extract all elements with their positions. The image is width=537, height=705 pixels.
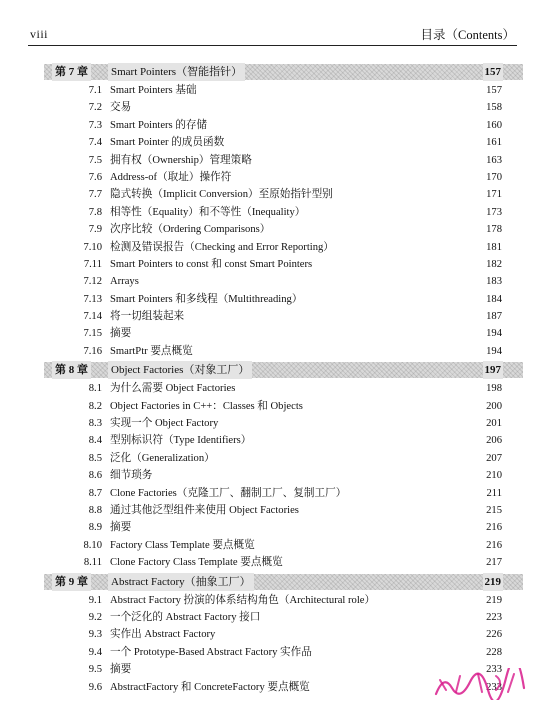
toc-section-row xyxy=(0,415,537,432)
watermark-icon xyxy=(430,668,530,700)
section-page-number: 184 xyxy=(486,293,502,305)
section-number: 9.1 xyxy=(88,594,102,606)
section-title: 实作出 Abstract Factory xyxy=(110,629,216,641)
section-page-number: 171 xyxy=(486,189,502,201)
section-number: 7.4 xyxy=(88,137,102,149)
chapter-title: Abstract Factory（抽象工厂） xyxy=(108,573,254,591)
section-number: 8.6 xyxy=(88,470,102,482)
section-title: Abstract Factory 扮演的体系结构角色（Architectural role） xyxy=(110,594,376,606)
section-page-number: 233 xyxy=(486,681,502,693)
running-title: 目录（Contents） xyxy=(420,28,515,42)
toc-section-row xyxy=(0,592,537,609)
section-title: Smart Pointers 基础 xyxy=(110,85,197,96)
section-title: 一个泛化的 Abstract Factory 接口 xyxy=(110,611,261,623)
toc-section-row xyxy=(0,134,537,151)
toc-section-row xyxy=(0,537,537,554)
section-title: 将一切组装起来 xyxy=(110,311,185,323)
toc-chapter-row xyxy=(0,361,537,379)
section-page-number: 183 xyxy=(486,276,502,288)
section-title: Smart Pointers 的存储 xyxy=(110,119,208,131)
toc-section-row xyxy=(0,99,537,116)
chapter-page-number: 219 xyxy=(483,573,504,591)
page-number: viii xyxy=(30,27,49,41)
section-number: 8.10 xyxy=(83,539,102,551)
table-of-contents xyxy=(0,62,537,696)
toc-section-row xyxy=(0,502,537,519)
section-page-number: 161 xyxy=(486,137,502,149)
section-page-number: 198 xyxy=(486,383,502,395)
section-title: 为什么需要 Object Factories xyxy=(110,383,236,395)
section-page-number: 182 xyxy=(486,258,502,270)
section-page-number: 178 xyxy=(486,224,502,236)
section-title: 型别标识符（Type Identifiers） xyxy=(110,435,252,447)
toc-section-row xyxy=(0,117,537,134)
toc-section-row xyxy=(0,291,537,308)
toc-section-row xyxy=(0,256,537,273)
section-number: 8.7 xyxy=(88,487,102,499)
section-number: 7.7 xyxy=(88,189,102,201)
section-number: 7.1 xyxy=(88,85,102,96)
section-title: 一个 Prototype-Based Abstract Factory 实作品 xyxy=(110,646,312,658)
toc-section-row xyxy=(0,467,537,484)
section-number: 7.13 xyxy=(83,293,102,305)
section-title: 相等性（Equality）和不等性（Inequality） xyxy=(110,206,306,218)
section-page-number: 187 xyxy=(486,311,502,323)
section-title: 泛化（Generalization） xyxy=(110,452,215,464)
section-number: 8.1 xyxy=(88,383,102,395)
section-number: 8.5 xyxy=(88,452,102,464)
section-number: 7.6 xyxy=(88,171,102,183)
section-number: 7.8 xyxy=(88,206,102,218)
section-page-number: 170 xyxy=(486,171,502,183)
toc-section-row xyxy=(0,450,537,467)
section-number: 8.11 xyxy=(83,557,102,569)
chapter-title: Smart Pointers（智能指针） xyxy=(108,63,245,81)
toc-section-row xyxy=(0,519,537,536)
section-number: 7.5 xyxy=(88,154,102,166)
toc-section-row xyxy=(0,221,537,238)
section-number: 7.10 xyxy=(83,241,102,253)
section-title: 隐式转换（Implicit Conversion）至原始指针型别 xyxy=(110,189,333,201)
toc-section-row xyxy=(0,432,537,449)
section-number: 7.16 xyxy=(83,345,102,357)
section-page-number: 200 xyxy=(486,400,502,412)
section-title: AbstractFactory 和 ConcreteFactory 要点概览 xyxy=(110,681,310,693)
section-page-number: 211 xyxy=(486,487,502,499)
section-number: 9.5 xyxy=(88,664,102,676)
chapter-page-number: 157 xyxy=(483,63,504,81)
section-page-number: 194 xyxy=(486,345,502,357)
section-number: 8.3 xyxy=(88,418,102,430)
section-page-number: 194 xyxy=(486,328,502,340)
toc-section-row xyxy=(0,626,537,643)
section-page-number: 226 xyxy=(486,629,502,641)
toc-section-row xyxy=(0,485,537,502)
chapter-title: Object Factories（对象工厂） xyxy=(108,361,252,379)
section-page-number: 207 xyxy=(486,452,502,464)
section-number: 7.2 xyxy=(88,102,102,114)
chapter-label: 第 9 章 xyxy=(52,573,91,591)
toc-section-row xyxy=(0,186,537,203)
section-number: 8.9 xyxy=(88,522,102,534)
section-title: Object Factories in C++：Classes 和 Objects xyxy=(110,400,303,412)
toc-section-row xyxy=(0,308,537,325)
section-number: 9.2 xyxy=(88,611,102,623)
section-number: 7.15 xyxy=(83,328,102,340)
toc-section-row xyxy=(0,273,537,290)
section-page-number: 216 xyxy=(486,539,502,551)
section-number: 7.14 xyxy=(83,311,102,323)
section-title: 摘要 xyxy=(110,522,132,534)
section-page-number: 210 xyxy=(486,470,502,482)
section-title: 检测及错误报告（Checking and Error Reporting） xyxy=(110,241,334,253)
toc-section-row xyxy=(0,554,537,571)
section-page-number: 160 xyxy=(486,119,502,131)
toc-section-row xyxy=(0,239,537,256)
section-title: 次序比较（Ordering Comparisons） xyxy=(110,224,271,236)
section-title: Address-of（取址）操作符 xyxy=(110,171,232,183)
section-number: 8.2 xyxy=(88,400,102,412)
chapter-label: 第 8 章 xyxy=(52,361,91,379)
chapter-label: 第 7 章 xyxy=(52,63,91,81)
chapter-page-number: 197 xyxy=(483,361,504,379)
section-page-number: 201 xyxy=(486,418,502,430)
section-page-number: 217 xyxy=(486,557,502,569)
section-title: 细节琐务 xyxy=(110,470,153,482)
toc-section-row xyxy=(0,204,537,221)
section-number: 7.9 xyxy=(88,224,102,236)
section-title: Clone Factory Class Template 要点概览 xyxy=(110,557,283,569)
section-title: Arrays xyxy=(110,276,139,288)
toc-section-row xyxy=(0,152,537,169)
toc-section-row xyxy=(0,325,537,342)
section-title: 通过其他泛型组件来使用 Object Factories xyxy=(110,504,299,516)
toc-section-row xyxy=(0,169,537,186)
section-title: 摘要 xyxy=(110,664,132,676)
section-page-number: 215 xyxy=(486,504,502,516)
section-title: 实现一个 Object Factory xyxy=(110,418,219,430)
section-page-number: 163 xyxy=(486,154,502,166)
section-title: Clone Factories（克隆工厂、翻制工厂、复制工厂） xyxy=(110,487,347,499)
toc-section-row xyxy=(0,380,537,397)
section-number: 7.12 xyxy=(83,276,102,288)
section-title: Smart Pointer 的成员函数 xyxy=(110,137,225,149)
section-title: 拥有权（Ownership）管理策略 xyxy=(110,154,252,166)
header-rule xyxy=(28,45,517,46)
toc-section-row xyxy=(0,644,537,661)
section-number: 8.8 xyxy=(88,504,102,516)
toc-chapter-row xyxy=(0,573,537,591)
section-title: Smart Pointers 和多线程（Multithreading） xyxy=(110,293,303,305)
section-page-number: 228 xyxy=(486,646,502,658)
section-number: 8.4 xyxy=(88,435,102,447)
section-page-number: 216 xyxy=(486,522,502,534)
section-number: 9.4 xyxy=(88,646,102,658)
section-number: 9.3 xyxy=(88,629,102,641)
section-page-number: 157 xyxy=(486,85,502,96)
section-page-number: 173 xyxy=(486,206,502,218)
toc-section-row xyxy=(0,398,537,415)
toc-section-row xyxy=(0,82,537,99)
section-number: 9.6 xyxy=(88,681,102,693)
section-title: 交易 xyxy=(110,102,132,114)
section-page-number: 233 xyxy=(486,664,502,676)
section-number: 7.11 xyxy=(83,258,102,270)
section-title: Factory Class Template 要点概览 xyxy=(110,539,255,551)
toc-chapter-row xyxy=(0,63,537,81)
section-page-number: 223 xyxy=(486,611,502,623)
section-page-number: 219 xyxy=(486,594,502,606)
section-title: 摘要 xyxy=(110,328,132,340)
section-page-number: 181 xyxy=(486,241,502,253)
toc-section-row xyxy=(0,609,537,626)
section-page-number: 206 xyxy=(486,435,502,447)
section-title: SmartPtr 要点概览 xyxy=(110,345,193,357)
section-number: 7.3 xyxy=(88,119,102,131)
watermark-logo xyxy=(430,668,530,700)
section-page-number: 158 xyxy=(486,102,502,114)
toc-section-row xyxy=(0,343,537,360)
page-header xyxy=(0,0,537,46)
section-title: Smart Pointers to const 和 const Smart Pointers xyxy=(110,258,313,270)
